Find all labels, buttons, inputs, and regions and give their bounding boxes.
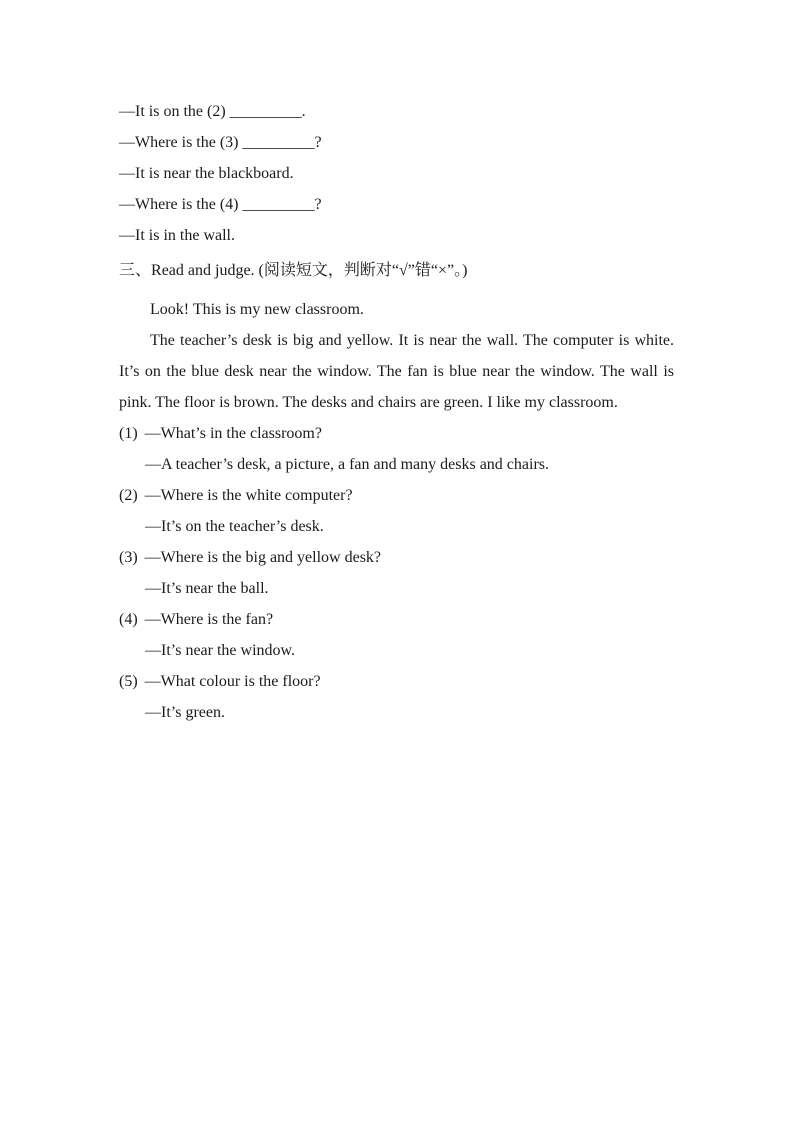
- dialogue-line: —It is on the (2) _________.: [119, 103, 306, 120]
- question-number: (4): [119, 611, 138, 628]
- question-line: [119, 418, 674, 449]
- answer-line: —It’s near the window.: [145, 642, 296, 659]
- answer-line: —It’s on the teacher’s desk.: [145, 518, 324, 535]
- qa-item: [119, 604, 674, 666]
- section-heading: [119, 255, 674, 286]
- question-text: —Where is the white computer?: [144, 487, 353, 504]
- qa-item: [119, 666, 674, 728]
- question-text: —Where is the big and yellow desk?: [144, 549, 382, 566]
- answer-line: —A teacher’s desk, a picture, a fan and many desks and chairs.: [145, 456, 550, 473]
- passage-body: The teacher’s desk is big and yellow. It is near the wall. The computer is white. It’s on the blue desk near the window. The fan is blue near the window. The wall is pink. The floor is brown. The desks and chairs are green. I like my classroom.: [119, 332, 674, 411]
- question-number: (5): [119, 673, 138, 690]
- passage-intro: Look! This is my new classroom.: [150, 301, 364, 318]
- dialogue-line: —It is near the blackboard.: [119, 165, 294, 182]
- question-line: [119, 480, 674, 511]
- question-number: (1): [119, 425, 138, 442]
- answer-line: —It’s near the ball.: [145, 580, 269, 597]
- dialogue-line: —It is in the wall.: [119, 227, 235, 244]
- question-line: [119, 542, 674, 573]
- section-number: 三、: [119, 262, 152, 279]
- question-line: [119, 666, 674, 697]
- answer-line: —It’s green.: [145, 704, 225, 721]
- qa-item: [119, 418, 674, 480]
- dialogue-line: —Where is the (4) _________?: [119, 196, 322, 213]
- question-text: —What colour is the floor?: [144, 673, 321, 690]
- question-number: (2): [119, 487, 138, 504]
- qa-item: [119, 480, 674, 542]
- qa-item: [119, 542, 674, 604]
- question-text: —Where is the fan?: [144, 611, 274, 628]
- question-line: [119, 604, 674, 635]
- question-number: (3): [119, 549, 138, 566]
- section-title: Read and judge. (阅读短文，判断对“√”错“×”。): [151, 262, 468, 279]
- question-text: —What’s in the classroom?: [144, 425, 322, 442]
- dialogue-line: —Where is the (3) _________?: [119, 134, 322, 151]
